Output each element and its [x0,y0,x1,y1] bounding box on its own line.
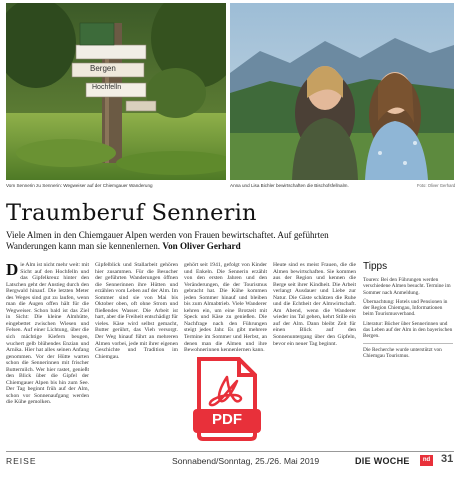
page-number: 31 [441,453,454,465]
tips-title: Tipps [363,261,388,272]
footer-publication: DIE WOCHE [355,456,410,466]
column-4-text: Heute sind es meist Frauen, die die Almen bewirtschaften. Sie kommen aus der Region und kennen die Berge seit ihrer Kindheit. Die Arbeit verlangt Ausdauer und Liebe zur Natur. Die Gäste schätzen die Ruhe und die Echtheit der Almwirtschaft. Am Abend, wenn die Wanderer wieder ins Tal gehen, kehrt Stille ein auf der Alm. Dann bleibt Zeit für einen Blick auf den Sonnenuntergang über den Gipfeln, bevor ein neuer Tag beginnt. [273,262,356,347]
tips-box [363,277,453,362]
tip-item: Übernachtung: Hotels und Pensionen in der Region Chiemgau, Informationen beim Tourismusverband. [363,298,448,318]
byline: Von Oliver Gerhard [162,240,241,251]
pdf-download-icon[interactable] [193,355,261,443]
tips-note: Die Recherche wurde unterstützt von Chiemgau Tourismus. [363,346,442,359]
column-4 [273,262,356,447]
article-deck [6,230,348,251]
photo-credit: Foto: Oliver Gerhard [417,183,456,188]
sign-label-bottom: Hochfelln [92,84,122,91]
column-2 [95,262,178,447]
article-headline: Traumberuf Sennerin [6,200,257,226]
tip-item: Literatur: Bücher über Sennerinnen und das Leben auf der Alm in den bayerischen Bergen. [363,320,453,340]
column-3-text: gehört seit 1941, gefolgt von Kinder und Enkeln. Die Sennerin erzählt von den ersten Jahren und den Veränderungen, die der Tourismus gebracht hat. Die Kühe kommen jeden Sommer hinauf und bleiben bis zum Almabtrieb. Viele Wanderer kehren ein, um eine Brotzeit mit Speck und Käse zu genießen. Die Nachfrage nach den Führungen steigt jedes Jahr. Es gibt mehrere Termine im Sommer und Herbst, an denen man die Almen und ihre Bewohnerinnen kennenlernen kann. [184,262,267,354]
deck-text: Viele Almen in den Chiemgauer Alpen werden von Frauen bewirtschaftet. Auf geführten Wanderungen kann man sie kennenlernen. [6,230,329,251]
dropcap: D [6,262,19,279]
photo-signpost [6,3,226,180]
signpost-image [6,3,226,180]
tips-divider [363,343,453,344]
column-3 [184,262,267,357]
footer-rule [6,451,454,452]
footer-badge: nd [420,455,433,466]
footer-section: REISE [6,456,37,466]
column-1 [6,262,89,447]
column-1-text: ie Alm ist nicht mehr weit: mit Sicht auf den Hochfelln und das Gipfelkreuz hinter den Latschen geht der Anstieg durch den Bergwald hinauf. Die letzten Meter des Weges sind gut zu laufen, wenn man die Augen offen hält für die Wegweiser. Schon bald ist das Ziel in Sicht: Die kleine Almhütte, eingebettet zwischen Wiesen und Felsen. Auf einer Lichtung, über die sich mächtige Kiefern beugen, wuchert gelb blühendes Enzian und Arnika. Hier hat alles seinen Anfang genommen. Vor der Hütte warten schon die Sennerinnen mit frischer Buttermilch. Wer hier rastet, genießt den Blick über die Gipfel der Chiemgauer Alpen bis hin zum See. Der Tag beginnt früh auf der Alm, schon vor Sonnenaufgang werden die Kühe gemolken. [6,262,89,406]
tip-item: Touren: Bei den Führungen werden verschiedene Almen besucht. Termine im Sommer nach Anmeldung. [363,277,451,296]
footer-date: Sonnabend/Sonntag, 25./26. Mai 2019 [172,456,320,466]
women-image [230,3,454,180]
pdf-label: PDF [212,411,242,428]
caption-left: Vom Sennerin zu Sennerin: Wegweiser auf der Chiemgauer Wanderung [6,183,153,188]
sign-label-top: Bergen [90,64,116,73]
photo-women [230,3,454,180]
caption-right: Anna und Lisa Bichler bewirtschaften die Bischofsfellnalm. [230,183,349,188]
column-2-text: Gipfelblick und Stallarbeit gehören hier zusammen. Für die Besucher der geführten Wanderungen öffnen die Sennerinnen ihre Hütten und erzählen vom Leben auf der Alm. Im Sommer sind sie von Mai bis Oktober oben, oft ohne Strom und fließendes Wasser. Die Arbeit ist hart, aber die Freiheit entschädigt für vieles. Käse wird selbst gemacht, Butter gerührt, das Vieh versorgt. Der Weg hinauf führt an mehreren Almen vorbei, jede mit ihrer eigenen Geschichte und Tradition im Chiemgau. [95,262,178,360]
